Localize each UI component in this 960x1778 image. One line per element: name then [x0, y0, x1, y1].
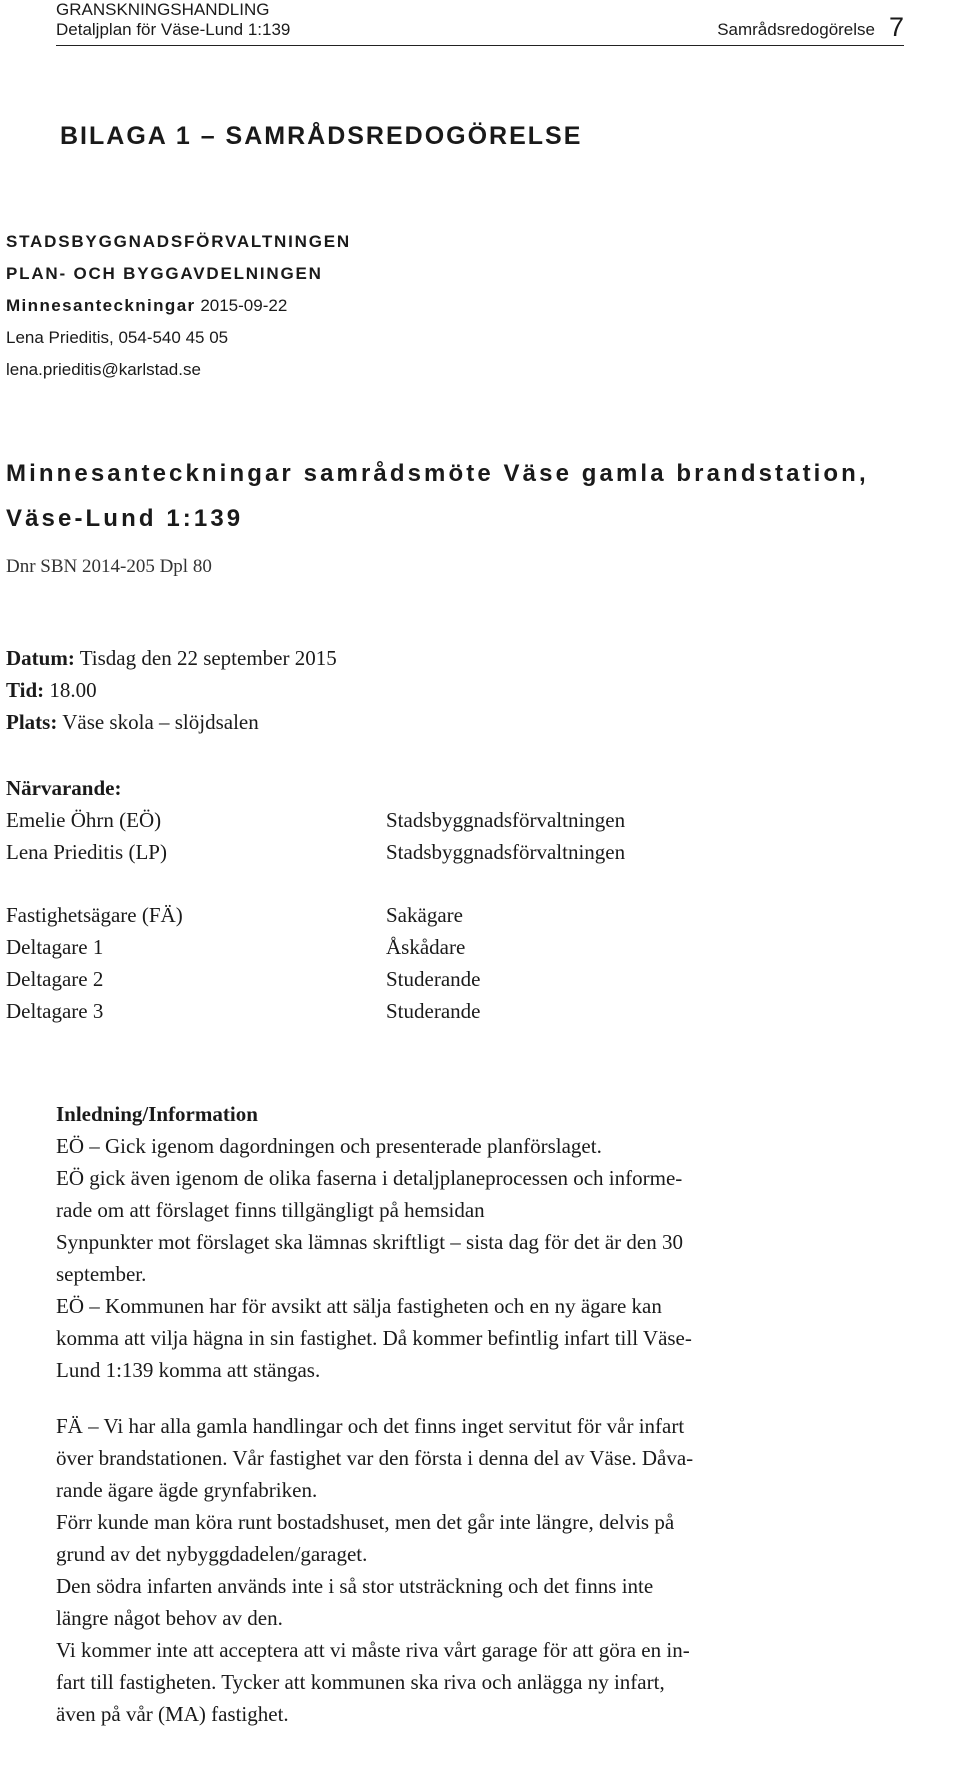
body-line: längre något behov av den. [56, 1606, 283, 1630]
department-line-1: STADSBYGGNADSFÖRVALTNINGEN [6, 232, 351, 251]
body-line: Förr kunde man köra runt bostadshuset, men det går inte längre, delvis på [56, 1510, 675, 1534]
department-line-2: PLAN- OCH BYGGAVDELNINGEN [6, 264, 323, 283]
email-line: lena.prieditis@karlstad.se [6, 360, 201, 379]
notes-label: Minnesanteckningar [6, 296, 196, 315]
attendee-role: Studerande [386, 999, 481, 1023]
notes-date: 2015-09-22 [200, 296, 288, 315]
case-number: Dnr SBN 2014-205 Dpl 80 [6, 556, 212, 577]
body-line: över brandstationen. Vår fastighet var den första i denna del av Väse. Dåva- [56, 1446, 694, 1470]
attendee-role: Åskådare [386, 935, 466, 959]
body-line: EÖ – Gick igenom dagordningen och presenterade planförslaget. [56, 1134, 602, 1158]
body-line: rande ägare ägde grynfabriken. [56, 1478, 318, 1502]
date-label: Datum: [6, 646, 75, 670]
body-line: grund av det nybyggdadelen/garaget. [56, 1542, 368, 1566]
attendee-name: Deltagare 2 [6, 967, 104, 991]
minutes-body [56, 1098, 916, 1730]
meeting-place [6, 710, 259, 735]
attendee-name: Deltagare 3 [6, 999, 104, 1023]
attendees-heading: Närvarande: [6, 776, 122, 800]
attendee-role: Sakägare [386, 903, 463, 927]
attendee-name: Deltagare 1 [6, 935, 104, 959]
body-line: fart till fastigheten. Tycker att kommunen ska riva och anlägga ny infart, [56, 1670, 665, 1694]
document-status: GRANSKNINGSHANDLING [56, 0, 270, 19]
appendix-title: BILAGA 1 – SAMRÅDSREDOGÖRELSE [60, 122, 583, 150]
notes-meta [6, 296, 287, 316]
time-value: 18.00 [49, 678, 97, 702]
contact-line: Lena Prieditis, 054-540 45 05 [6, 328, 229, 347]
meeting-title-line-2: Väse-Lund 1:139 [6, 505, 244, 532]
plan-title: Detaljplan för Väse-Lund 1:139 [56, 20, 291, 39]
page-number: 7 [888, 12, 904, 42]
attendee-role: Stadsbyggnadsförvaltningen [386, 808, 626, 832]
meeting-date [6, 646, 337, 671]
place-value: Väse skola – slöjdsalen [62, 710, 259, 734]
section-heading: Inledning/Information [56, 1102, 258, 1126]
body-line: Lund 1:139 komma att stängas. [56, 1358, 321, 1382]
document-type: Samrådsredogörelse [717, 20, 875, 39]
meeting-time [6, 678, 97, 703]
body-line: EÖ gick även igenom de olika faserna i detaljplaneprocessen och informe- [56, 1166, 683, 1190]
place-label: Plats: [6, 710, 58, 734]
attendee-name: Lena Prieditis (LP) [6, 840, 167, 864]
body-line: komma att vilja hägna in sin fastighet. Då kommer befintlig infart till Väse- [56, 1326, 692, 1350]
attendee-role: Studerande [386, 967, 481, 991]
body-line: EÖ – Kommunen har för avsikt att sälja fastigheten och en ny ägare kan [56, 1294, 662, 1318]
body-line: Den södra infarten används inte i så stor utsträckning och det finns inte [56, 1574, 654, 1598]
body-line: september. [56, 1262, 147, 1286]
body-line: även på vår (MA) fastighet. [56, 1702, 289, 1726]
time-label: Tid: [6, 678, 45, 702]
meeting-title-line-1: Minnesanteckningar samrådsmöte Väse gamla brandstation, [6, 460, 869, 487]
paragraph-gap [56, 1386, 916, 1410]
body-line: FÄ – Vi har alla gamla handlingar och det finns inget servitut för vår infart [56, 1414, 685, 1438]
attendee-role: Stadsbyggnadsförvaltningen [386, 840, 626, 864]
date-value: Tisdag den 22 september 2015 [79, 646, 337, 670]
body-line: Synpunkter mot förslaget ska lämnas skriftligt – sista dag för det är den 30 [56, 1230, 683, 1254]
body-line: rade om att förslaget finns tillgängligt på hemsidan [56, 1198, 485, 1222]
body-line: Vi kommer inte att acceptera att vi måste riva vårt garage för att göra en in- [56, 1638, 690, 1662]
header-divider [56, 45, 904, 46]
attendee-name: Fastighetsägare (FÄ) [6, 903, 183, 927]
attendee-name: Emelie Öhrn (EÖ) [6, 808, 162, 832]
